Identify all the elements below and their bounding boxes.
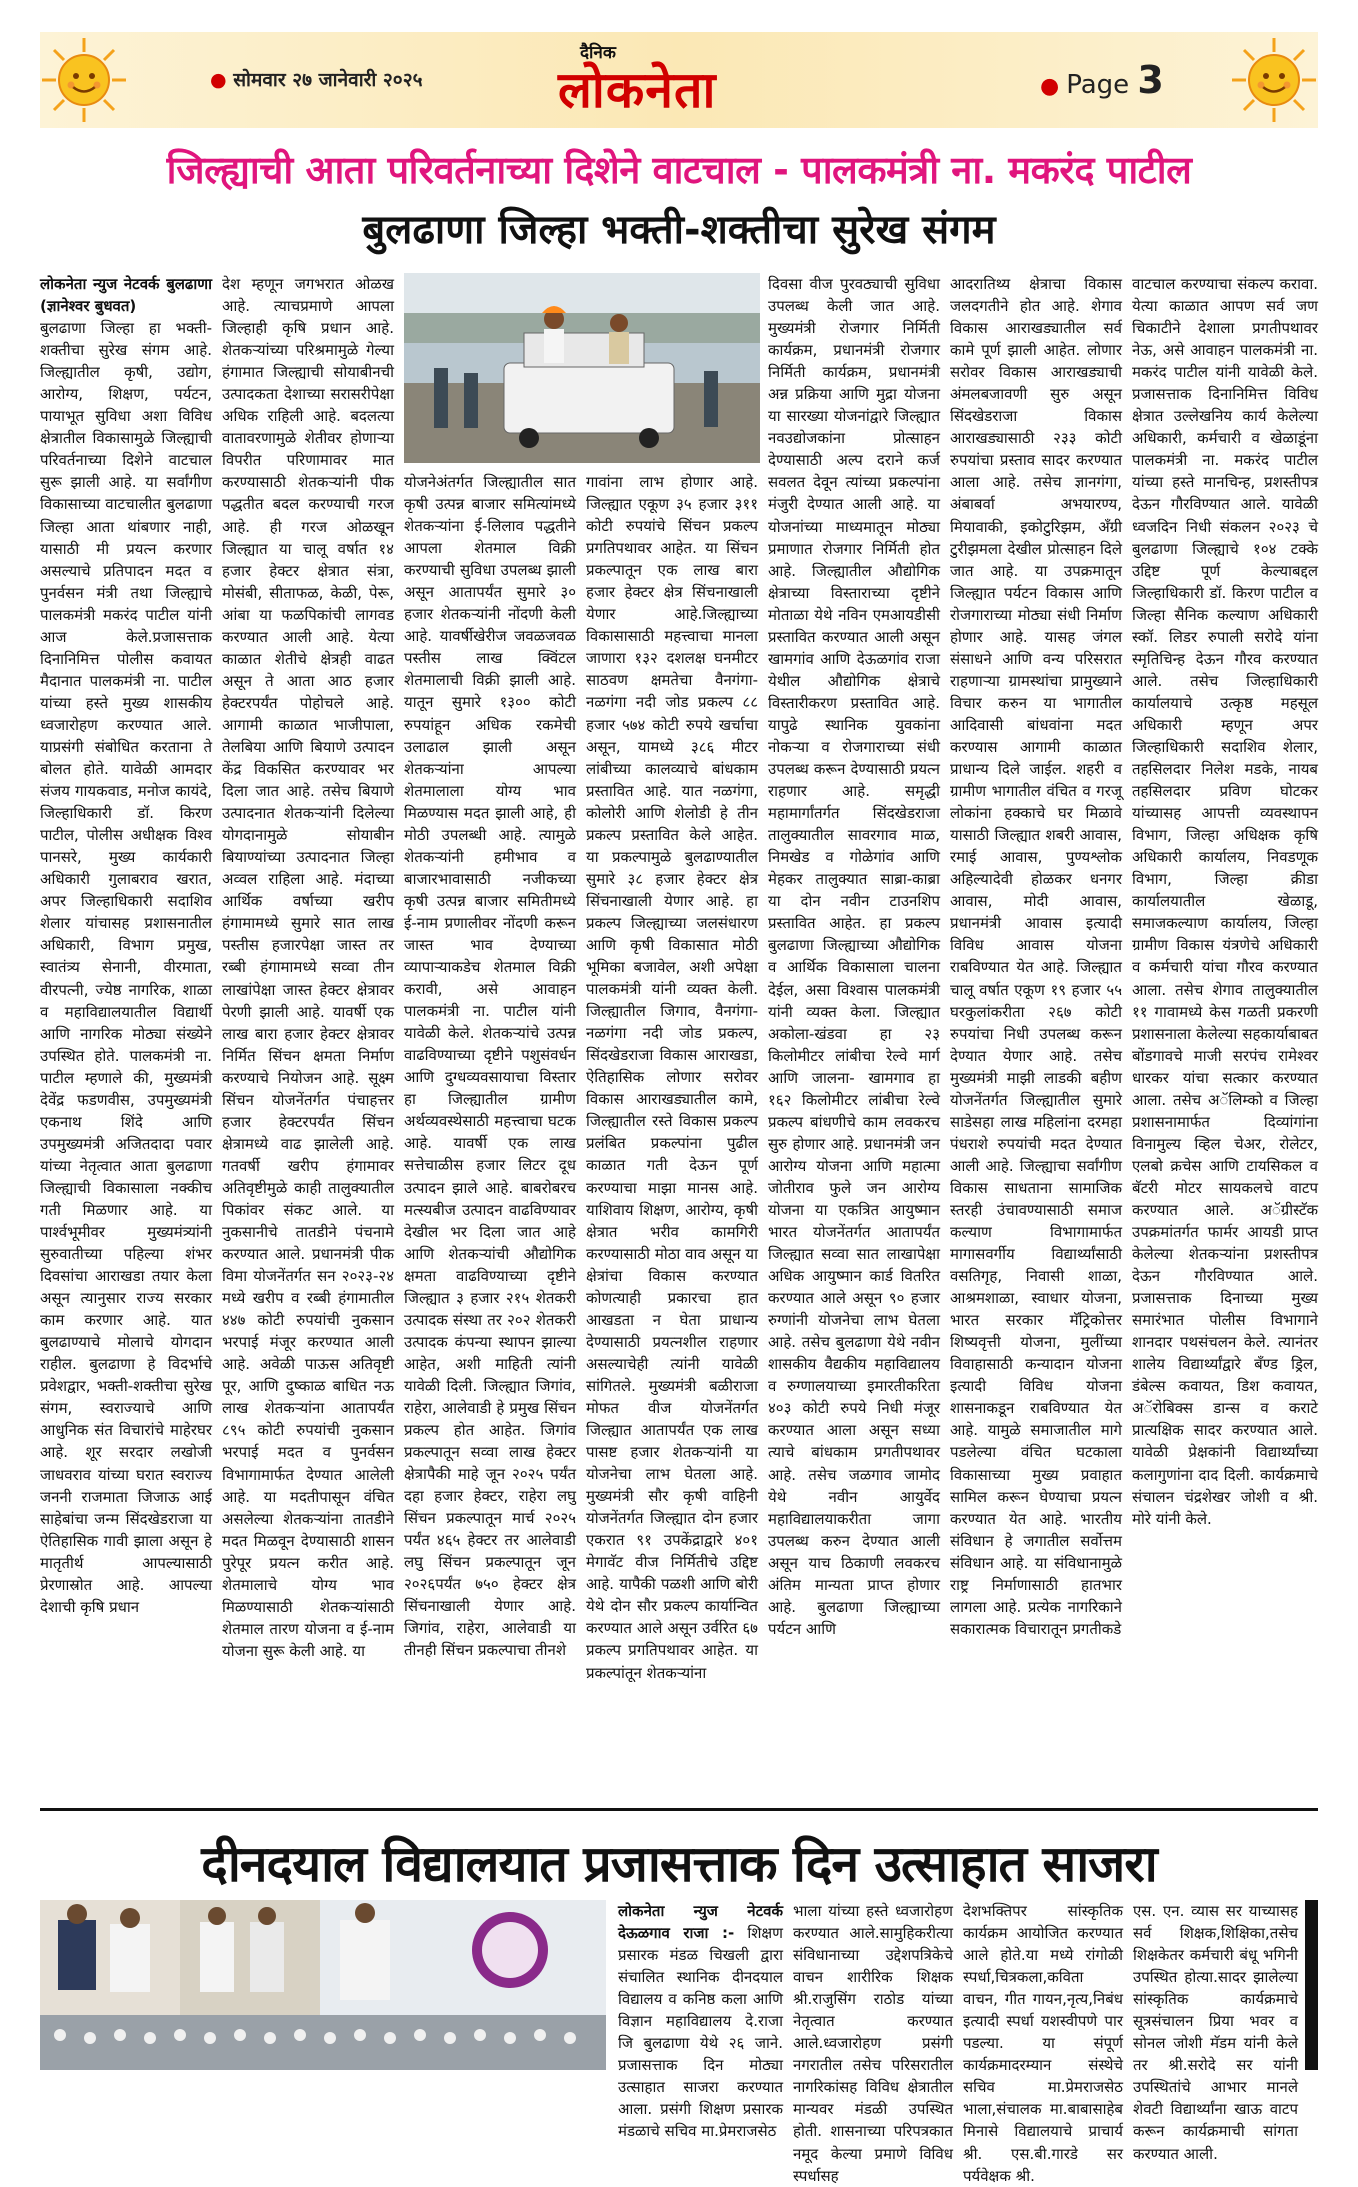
- decorative-side-bar: [1305, 1900, 1318, 2070]
- school-article-column-3: [963, 1900, 1123, 2185]
- main-headline: जिल्ह्याची आता परिवर्तनाच्या दिशेने वाटचाल - पालकमंत्री ना. मकरंद पाटील: [166, 148, 1192, 192]
- masthead: [40, 32, 1318, 128]
- sun-icon: [40, 36, 128, 124]
- issue-date: ● सोमवार २७ जानेवारी २०२५: [210, 69, 423, 91]
- sub-headline: बुलढाणा जिल्हा भक्ती-शक्तीचा सुरेख संगम: [362, 207, 996, 253]
- article-text: आदरातिथ्य क्षेत्राचा विकास जलदगतीने होत आहे. शेगाव विकास आराखड्यातील सर्व कामे पूर्ण झाली आहेत. लोणार सरोवर विकास आराखड्याची अंमलबजावणी सुरु असून सिंदखेडराजा विकास आराखड्यासाठी २३३ कोटी रुपयांचा प्रस्ताव सादर करण्यात आला आहे. तसेच ज्ञानगंगा, अंबाबर्वा अभयारण्य, मियावाकी, इकोटुरिझम, अँग्री टुरीझमला देखील प्रोत्साहन दिले जात आहे. या उपक्रमातून जिल्ह्यात पर्यटन विकास आणि रोजगाराच्या मोठ्या संधी निर्माण होणार आहे. यासह जंगल संसाधने आणि वन्य परिसरात राहणाऱ्या ग्रामस्थांचा प्रामुख्याने विचार करुन या भागातील आदिवासी बांधवांना मदत करण्यास आगामी काळात प्राधान्य दिले जाईल. शहरी व ग्रामीण भागातील वंचित व गरजू लोकांना हक्काचे घर मिळावे यासाठी जिल्ह्यात शबरी आवास, रमाई आवास, पुण्यश्लोक अहिल्यादेवी होळकर धनगर आवास, मोदी आवास, प्रधानमंत्री आवास इत्यादी विविध आवास योजना राबविण्यात येत आहे. जिल्ह्यात चालू वर्षात एकूण १९ हजार ५५ घरकुलांकरीता २६७ कोटी रुपयांचा निधी उपलब्ध करून देण्यात येणार आहे. तसेच मुख्यमंत्री माझी लाडकी बहीण योजनेंतर्गत जिल्ह्यातील सुमारे साडेसहा लाख महिलांना दरमहा पंधराशे रुपयांची मदत देण्यात आली आहे. जिल्ह्याचा सर्वांगीण विकास साधताना सामाजिक स्तरही उंचावण्यासाठी समाज कल्याण विभागामार्फत मागासवर्गीय विद्यार्थ्यांसाठी वसतिगृह, निवासी शाळा, आश्रमशाळा, स्वाधार योजना, भारत सरकार मॅट्रिकोत्तर शिष्यवृत्ती योजना, मुलींच्या विवाहासाठी कन्यादान योजना इत्यादी विविध योजना शासनाकडून राबविण्यात येत आहे. यामुळे समाजातील मागे पडलेल्या वंचित घटकाला विकासाच्या मुख्य प्रवाहात सामिल करून घेण्याचा प्रयत्न करण्यात येत आहे. भारतीय संविधान हे जगातील सर्वोत्तम संविधान आहे. या संविधानामुळे राष्ट्र निर्माणासाठी हातभार लागला आहे. प्रत्येक नागरिकाने सकारात्मक विचारातून प्रगतीकडे: [950, 275, 1122, 1638]
- sun-icon: [1230, 36, 1318, 124]
- article-text: शिक्षण प्रसारक मंडळ चिखली द्वारा संचालित स्थानिक दीनदयाल विद्यालय व कनिष्ठ कला आणि विज्ञान महाविद्यालय दे.राजा जि बुलढाणा येथे २६ जाने. प्रजासत्ताक दिन मोठ्या उत्साहात साजरा करण्यात आला. प्रसंगी शिक्षण प्रसारक मंडळाचे सचिव मा.प्रेमराजसेठ: [618, 1924, 783, 2141]
- article-text: गावांना लाभ होणार आहे. जिल्ह्यात एकूण ३५ हजार ३११ कोटी रुपयांचे सिंचन प्रकल्प प्रगतिपथावर आहेत. या सिंचन प्रकल्पातून एक लाख बारा हजार हेक्टर क्षेत्र सिंचनाखाली येणार आहे.जिल्ह्याच्या विकासासाठी महत्त्वाचा मानला जाणारा १३२ दशलक्ष घनमीटर साठवण क्षमतेचा वैनगंगा-नळगंगा नदी जोड प्रकल्प ८८ हजार ५७४ कोटी रुपये खर्चाचा असून, यामध्ये ३८६ मीटर लांबीच्या कालव्याचे बांधकाम प्रस्तावित आहे. यात नळगंगा, कोलोरी आणि शेलोडी हे तीन प्रकल्प प्रस्तावित केले आहेत. या प्रकल्पामुळे बुलढाण्यातील सुमारे ३८ हजार हेक्टर क्षेत्र सिंचनाखाली येणार आहे. हा प्रकल्प जिल्ह्याच्या जलसंधारण आणि कृषी विकासात मोठी भूमिका बजावेल, अशी अपेक्षा पालकमंत्री यांनी व्यक्त केली. जिल्ह्यातील जिगाव, वैनगंगा-नळगंगा नदी जोड प्रकल्प, सिंदखेडराजा विकास आराखडा, ऐतिहासिक लोणार सरोवर विकास आराखड्यातील कामे, जिल्ह्यातील रस्ते विकास प्रकल्प प्रलंबित प्रकल्पांना पुढील काळात गती देऊन पूर्ण करण्याचा माझा मानस आहे. याशिवाय शिक्षण, आरोग्य, कृषी क्षेत्रात भरीव कामगिरी करण्यासाठी मोठा वाव असून या क्षेत्रांचा विकास करण्यात कोणत्याही प्रकारचा हात आखडता न घेता प्राधान्य देण्यासाठी प्रयत्नशील राहणार असल्याचेही त्यांनी यावेळी सांगितले. मुख्यमंत्री बळीराजा मोफत वीज योजनेंतर्गत जिल्ह्यात आतापर्यंत एक लाख पासष्ट हजार शेतकऱ्यांनी या योजनेचा लाभ घेतला आहे. मुख्यमंत्री सौर कृषी वाहिनी योजनेंतर्गत जिल्ह्यात दोन हजार एकरात ९१ उपकेंद्राद्वारे ४०१ मेगावॅट वीज निर्मितीचे उद्दिष्ट आहे. यापैकी पळशी आणि बोरी येथे दोन सौर प्रकल्प कार्यान्वित करण्यात आले असून उर्वरित ६७ प्रकल्प प्रगतिपथावर आहेत. या प्रकल्पांतून शेतकऱ्यांना: [586, 473, 758, 1682]
- article-column-5: [768, 273, 940, 1800]
- article-text: योजनेअंतर्गत जिल्ह्यातील सात कृषी उत्पन्न बाजार समित्यांमध्ये शेतकऱ्यांना ई-लिलाव पद्धतीने आपला शेतमाल विक्री करण्याची सुविधा उपलब्ध झाली असून आतापर्यंत सुमारे ३० हजार शेतकऱ्यांनी नोंदणी केली आहे. यावर्षीखेरीज जवळजवळ पस्तीस लाख क्विंटल शेतमालाची विक्री झाली आहे. यातून सुमारे १३०० कोटी रुपयांहून अधिक रकमेची उलाढाल झाली असून शेतकऱ्यांना आपल्या शेतमालाला योग्य भाव मिळण्यास मदत झाली आहे, ही मोठी उपलब्धी आहे. त्यामुळे शेतकऱ्यांनी हमीभाव व बाजारभावासाठी नजीकच्या कृषी उत्पन्न बाजार समितीमध्ये ई-नाम प्रणालीवर नोंदणी करून जास्त भाव देण्याच्या व्यापाऱ्याकडेच शेतमाल विक्री करावी, असे आवाहन पालकमंत्री ना. पाटील यांनी यावेळी केले. शेतकऱ्यांचे उत्पन्न वाढविण्याच्या दृष्टीने पशुसंवर्धन आणि दुग्धव्यवसायाचा विस्तार हा जिल्ह्यातील ग्रामीण अर्थव्यवस्थेसाठी महत्त्वाचा घटक आहे. यावर्षी एक लाख सत्तेचाळीस हजार लिटर दूध उत्पादन झाले आहे. बाबरोबरच मत्स्यबीज उत्पादन वाढविण्यावर देखील भर दिला जात आहे आणि शेतकऱ्यांची औद्योगिक क्षमता वाढविण्याच्या दृष्टीने जिल्ह्यात ३ हजार २१५ शेतकरी उत्पादक संस्था तर २०२ शेतकरी उत्पादक कंपन्या स्थापन झाल्या आहेत, अशी माहिती त्यांनी यावेळी दिली. जिल्ह्यात जिगांव, राहेरा, आलेवाडी हे प्रमुख सिंचन प्रकल्प होत आहेत. जिगांव प्रकल्पातून सव्वा लाख हेक्टर क्षेत्रापैकी माहे जून २०२५ पर्यंत दहा हजार हेक्टर, राहेरा लघु सिंचन प्रकल्पातून मार्च २०२५ पर्यंत ४६५ हेक्टर तर आलेवाडी लघु सिंचन प्रकल्पातून जून २०२६पर्यंत ७५० हेक्टर क्षेत्र सिंचनाखाली येणार आहे. जिगांव, राहेरा, आलेवाडी या तीनही सिंचन प्रकल्पाचा तीनशे: [404, 473, 576, 1660]
- article-text: देशभक्तिपर सांस्कृतिक कार्यक्रम आयोजित करण्यात आले होते.या मध्ये रांगोळी स्पर्धा,चित्रकला,कविता वाचन, गीत गायन,नृत्य,निबंध इत्यादी स्पर्धा यशस्वीपणे पार पडल्या. या संपूर्ण कार्यक्रमादरम्यान संस्थेचे सचिव मा.प्रेमराजसेठ भाला,संचालक मा.बाबासाहेब मिनासे विद्यालयाचे प्राचार्य श्री. एस.बी.गारडे सर पर्यवेक्षक श्री.: [963, 1902, 1123, 2185]
- article-text: दिवसा वीज पुरवठ्याची सुविधा उपलब्ध केली जात आहे. मुख्यमंत्री रोजगार निर्मिती कार्यक्रम, प्रधानमंत्री रोजगार निर्मिती कार्यक्रम, प्रधानमंत्री अन्न प्रक्रिया आणि मुद्रा योजना या सारख्या योजनांद्वारे जिल्ह्यात नवउद्योजकांना प्रोत्साहन देण्यासाठी अल्प दराने कर्ज सवलत देवून त्यांच्या प्रकल्पांना मंजुरी देण्यात आली आहे. या योजनांच्या माध्यमातून मोठ्या प्रमाणात रोजगार निर्मिती होत आहे. जिल्ह्यातील औद्योगिक क्षेत्राच्या विस्ताराच्या दृष्टीने मोताळा येथे नविन एमआयडीसी प्रस्तावित करण्यात आली असून खामगांव आणि देऊळगांव राजा येथील औद्योगिक क्षेत्राचे विस्तारीकरण प्रस्तावित आहे. यापुढे स्थानिक युवकांना नोकऱ्या व रोजगाराच्या संधी उपलब्ध करून देण्यासाठी प्रयत्न राहणार आहे. समृद्धी महामार्गांतर्गत सिंदखेडराजा तालुक्यातील सावरगाव माळ, निमखेड व गोळेगांव आणि मेहकर तालुक्यात साब्रा-काब्रा या दोन नवीन टाउनशिप प्रस्तावित आहेत. हा प्रकल्प बुलढाणा जिल्ह्याच्या औद्योगिक व आर्थिक विकासाला चालना देईल, असा विश्वास पालकमंत्री यांनी व्यक्त केला. जिल्ह्यात अकोला-खंडवा हा २३ किलोमीटर लांबीचा रेल्वे मार्ग आणि जालना- खामगाव हा १६२ किलोमीटर लांबीचा रेल्वे प्रकल्प बांधणीचे काम लवकरच सुरु होणार आहे. प्रधानमंत्री जन आरोग्य योजना आणि महात्मा जोतीराव फुले जन आरोग्य योजना या एकत्रित आयुष्मान भारत योजनेंतर्गत आतापर्यंत जिल्ह्यात सव्वा सात लाखापेक्षा अधिक आयुष्मान कार्ड वितरित करण्यात आले असून ९० हजार रुग्णांनी योजनेचा लाभ घेतला आहे. तसेच बुलढाणा येथे नवीन शासकीय वैद्यकीय महाविद्यालय व रुग्णालयाच्या इमारतीकरिता ४०३ कोटी रुपये निधी मंजूर करण्यात आला असून सध्या त्याचे बांधकाम प्रगतीपथावर आहे. तसेच जळगाव जामोद येथे नवीन आयुर्वेद महाविद्यालयाकरीता जागा उपलब्ध करुन देण्यात आली असून याच ठिकाणी लवकरच अंतिम मान्यता प्राप्त होणार आहे. बुलढाणा जिल्ह्याच्या पर्यटन आणि: [768, 275, 940, 1638]
- paper-prefix: दैनिक: [580, 43, 616, 63]
- article-text: बुलढाणा जिल्हा हा भक्ती-शक्तीचा सुरेख संगम आहे. जिल्ह्यातील कृषी, उद्योग, आरोग्य, शिक्षण, पर्यटन, पायाभूत सुविधा अशा विविध क्षेत्रातील विकासामुळे जिल्ह्याची परिवर्तनाच्या दिशेने वाटचाल सुरू झाली आहे. या सर्वांगीण विकासाच्या वाटचालीत बुलढाणा जिल्हा आता थांबणार नाही, यासाठी मी प्रयत्न करणार असल्याचे प्रतिपादन मदत व पुनर्वसन मंत्री तथा जिल्ह्याचे पालकमंत्री मकरंद पाटील यांनी आज केले.प्रजासत्ताक दिनानिमित्त पोलीस कवायत मैदानात पालकमंत्री ना. पाटील यांच्या हस्ते मुख्य शासकीय ध्वजारोहण करण्यात आले. याप्रसंगी संबोधित करताना ते बोलत होते. यावेळी आमदार संजय गायकवाड, मनोज कायंदे, जिल्हाधिकारी डॉ. किरण पाटील, पोलीस अधीक्षक विश्व पानसरे, मुख्य कार्यकारी अधिकारी गुलाबराव खरात, अपर जिल्हाधिकारी सदाशिव शेलार यांचासह प्रशासनातील अधिकारी, विभाग प्रमुख, स्वातंत्र्य सेनानी, वीरमाता, वीरपत्नी, ज्येष्ठ नागरिक, शाळा व महाविद्यालयातील विद्यार्थी आणि नागरिक मोठ्या संख्येने उपस्थित होते. पालकमंत्री ना. पाटील म्हणाले की, मुख्यमंत्री देवेंद्र फडणवीस, उपमुख्यमंत्री एकनाथ शिंदे आणि उपमुख्यमंत्री अजितदादा पवार यांच्या नेतृत्वात आता बुलढाणा जिल्ह्याची विकासाला नक्कीच गती मिळणार आहे. या पार्श्वभूमीवर मुख्यमंत्र्यांनी सुरुवातीच्या पहिल्या शंभर दिवसांचा आराखडा तयार केला असून त्यानुसार राज्य सरकार काम करणार आहे. यात बुलढाण्याचे मोलाचे योगदान राहील. बुलढाणा हे विदर्भाचे प्रवेशद्वार, भक्ती-शक्तीचा सुरेख संगम, स्वराज्याचे आणि आधुनिक संत विचारांचे माहेरघर आहे. शूर सरदार लखोजी जाधवराव यांच्या घरात स्वराज्य जननी राजमाता जिजाऊ आई साहेबांचा जन्म सिंदखेडराजा या ऐतिहासिक गावी झाला असून हे मातृतीर्थ आपल्यासाठी प्रेरणास्रोत आहे. आपल्या देशाची कृषि प्रधान: [40, 319, 212, 1616]
- paper-name-logo: लोकनेता: [558, 60, 717, 119]
- article-byline: लोकनेता न्युज नेटवर्क देऊळगाव राजा :-: [618, 1902, 783, 1943]
- school-article-column-2: [793, 1900, 953, 2185]
- school-event-photo-collage: [40, 1900, 606, 2070]
- article-text: एस. एन. व्यास सर याच्यासह सर्व शिक्षक,शिक्षिका,तसेच शिक्षकेतर कर्मचारी बंधू भगिनी उपस्थित होत्या.सादर झालेल्या सांस्कृतिक कार्यक्रमाचे सूत्रसंचालन प्रिया भवर व सोनल जोशी मॅडम यांनी केले तर श्री.सरोदे सर यांनी उपस्थितांचे आभार मानले शेवटी विद्यार्थ्यांना खाऊ वाटप करून कार्यक्रमाची सांगता करण्यात आली.: [1133, 1902, 1298, 2163]
- section-divider: [40, 1808, 1318, 1811]
- article-column-4: [586, 471, 758, 1800]
- article-text: भाला यांच्या हस्ते ध्वजारोहण करण्यात आले.सामुहिकरीत्या संविधानाच्या उद्देशपत्रिकेचे वाचन शारीरिक शिक्षक श्री.राजुसिंग राठोड यांच्या नेतृत्वात करण्यात आले.ध्वजारोहण प्रसंगी नगरातील तसेच परिसरातील नागरिकांसह विविध क्षेत्रातील मान्यवर मंडळी उपस्थित होती. शासनाच्या परिपत्रकात नमूद केल्या प्रमाणे विविध स्पर्धासह: [793, 1902, 953, 2185]
- flag-hoisting-photo: [404, 273, 760, 463]
- article-column-7: [1132, 273, 1318, 1800]
- article-byline: लोकनेता न्युज नेटवर्क बुलढाणा (ज्ञानेश्वर बुधवत): [40, 275, 212, 316]
- article-column-2: [222, 273, 394, 1800]
- school-article-column-1: [618, 1900, 783, 2141]
- page-number: 3: [1137, 58, 1164, 102]
- page-indicator: ● Page 3: [1040, 58, 1164, 102]
- article-column-6: [950, 273, 1122, 1800]
- article-column-1: [40, 273, 212, 1800]
- school-article-column-4: [1133, 1900, 1298, 2163]
- article-text: वाटचाल करण्याचा संकल्प करावा. येत्या काळात आपण सर्व जण चिकाटीने देशाला प्रगतीपथावर नेऊ, असे आवाहन पालकमंत्री ना. मकरंद पाटील यांनी यावेळी केले. प्रजासत्ताक दिनानिमित्त विविध क्षेत्रात उल्लेखनिय कार्य केलेल्या अधिकारी, कर्मचारी व खेळाडूंना पालकमंत्री ना. मकरंद पाटील यांच्या हस्ते मानचिन्ह, प्रशस्तीपत्र देऊन गौरविण्यात आले. यावेळी ध्वजदिन निधी संकलन २०२३ चे बुलढाणा जिल्ह्याचे १०४ टक्के उद्दिष्ट पूर्ण केल्याबद्दल जिल्हाधिकारी डॉ. किरण पाटील व जिल्हा सैनिक कल्याण अधिकारी स्कॉ. लिडर रुपाली सरोदे यांना स्मृतिचिन्ह देऊन गौरव करण्यात आले. तसेच जिल्हाधिकारी कार्यालयाचे उत्कृष्ठ महसूल अधिकारी म्हणून अपर जिल्हाधिकारी सदाशिव शेलार, तहसिलदार निलेश मडके, नायब तहसिलदार प्रविण घोटकर यांच्यासह आपत्ती व्यवस्थापन विभाग, जिल्हा अधिक्षक कृषि अधिकारी कार्यालय, निवडणूक विभाग, जिल्हा क्रीडा कार्यालयातील खेळाडू, समाजकल्याण कार्यालय, जिल्हा ग्रामीण विकास यंत्रणेचे अधिकारी व कर्मचारी यांचा गौरव करण्यात आला. तसेच शेगाव तालुक्यातील ११ गावामध्ये केस गळती प्रकरणी प्रशासनाला केलेल्या सहकार्याबाबत बोंडगावचे माजी सरपंच रामेश्वर धारकर यांचा सत्कार करण्यात आला. तसेच अॅलिम्को व जिल्हा प्रशासनामार्फत दिव्यांगांना विनामुल्य व्हिल चेअर, रोलेटर, एलबो क्रचेस आणि टायसिकल व बॅटरी मोटर सायकलचे वाटप करण्यात आले. अॅग्रीस्टॅक उपक्रमांतर्गत फार्मर आयडी प्राप्त केलेल्या शेतकऱ्यांना प्रशस्तीपत्र देऊन गौरविण्यात आले. प्रजासत्ताक दिनाच्या मुख्य समारंभात पोलीस विभागाने शानदार पथसंचलन केले. त्यानंतर शालेय विद्यार्थ्यांद्वारे बँण्ड ड्रिल, डंबेल्स कवायत, डिश कवायत, अॅरोबिक्स डान्स व कराटे प्रात्यक्षिक सादर करण्यात आले. यावेळी प्रेक्षकांनी विद्यार्थ्यांच्या कलागुणांना दाद दिली. कार्यक्रमाचे संचालन चंद्रशेखर जोशी व श्री. मोरे यांनी केले.: [1132, 275, 1318, 1528]
- article-text: देश म्हणून जगभरात ओळख आहे. त्याचप्रमाणे आपला जिल्हाही कृषि प्रधान आहे. शेतकऱ्यांच्या परिश्रमामुळे गेल्या हंगामात जिल्ह्याची सोयाबीनची उत्पादकता देशाच्या सरासरीपेक्षा अधिक राहिली आहे. बदलत्या वातावरणामुळे शेतीवर होणाऱ्या विपरीत परिणामावर मात करण्यासाठी शेतकऱ्यांनी पीक पद्धतीत बदल करण्याची गरज आहे. ही गरज ओळखून जिल्ह्यात या चालू वर्षात १४ हजार हेक्टर क्षेत्रात संत्रा, मोसंबी, सीताफळ, केळी, पेरू, आंबा या फळपिकांची लागवड करण्यात आली आहे. येत्या काळात शेतीचे क्षेत्रही वाढत असून ते आता आठ हजार हेक्टरपर्यंत पोहोचले आहे. आगामी काळात भाजीपाला, तेलबिया आणि बियाणे उत्पादन केंद्र विकसित करण्यावर भर दिला जात आहे. तसेच बियाणे उत्पादनात शेतकऱ्यांनी दिलेल्या योगदानामुळे सोयाबीन बियाण्यांच्या उत्पादनात जिल्हा अव्वल राहिला आहे. मंदाच्या आर्थिक वर्षाच्या खरीप हंगामामध्ये सुमारे सात लाख पस्तीस हजारपेक्षा जास्त तर रब्बी हंगामामध्ये सव्वा तीन लाखांपेक्षा जास्त हेक्टर क्षेत्रावर पेरणी झाली आहे. यावर्षी एक लाख बारा हजार हेक्टर क्षेत्रावर निर्मित सिंचन क्षमता निर्माण करण्याचे नियोजन आहे. सूक्ष्म सिंचन योजनेंतर्गत पंचाहत्तर हजार हेक्टरपर्यंत सिंचन क्षेत्रामध्ये वाढ झालेली आहे. गतवर्षी खरीप हंगामावर अतिवृष्टीमुळे काही तालुक्यातील पिकांवर संकट आले. या नुकसानीचे तातडीने पंचनामे करण्यात आले. प्रधानमंत्री पीक विमा योजनेंतर्गत सन २०२३-२४ मध्ये खरीप व रब्बी हंगामातील ४४७ कोटी रुपयांची नुकसान भरपाई मंजूर करण्यात आली आहे. अवेळी पाऊस अतिवृष्टी पूर, आणि दुष्काळ बाधित नऊ लाख शेतकऱ्यांना आतापर्यंत ८९५ कोटी रुपयांची नुकसान भरपाई मदत व पुनर्वसन विभागामार्फत देण्यात आलेली आहे. या मदतीपासून वंचित असलेल्या शेतकऱ्यांना तातडीने मदत मिळवून देण्यासाठी शासन पुरेपूर प्रयत्न करीत आहे. शेतमालाचे योग्य भाव मिळण्यासाठी शेतकऱ्यांसाठी शेतमाल तारण योजना व ई-नाम योजना सुरू केली आहे. या: [222, 275, 394, 1660]
- bottom-headline: दीनदयाल विद्यालयात प्रजासत्ताक दिन उत्साहात साजरा: [201, 1835, 1157, 1893]
- article-column-3: [404, 471, 576, 1800]
